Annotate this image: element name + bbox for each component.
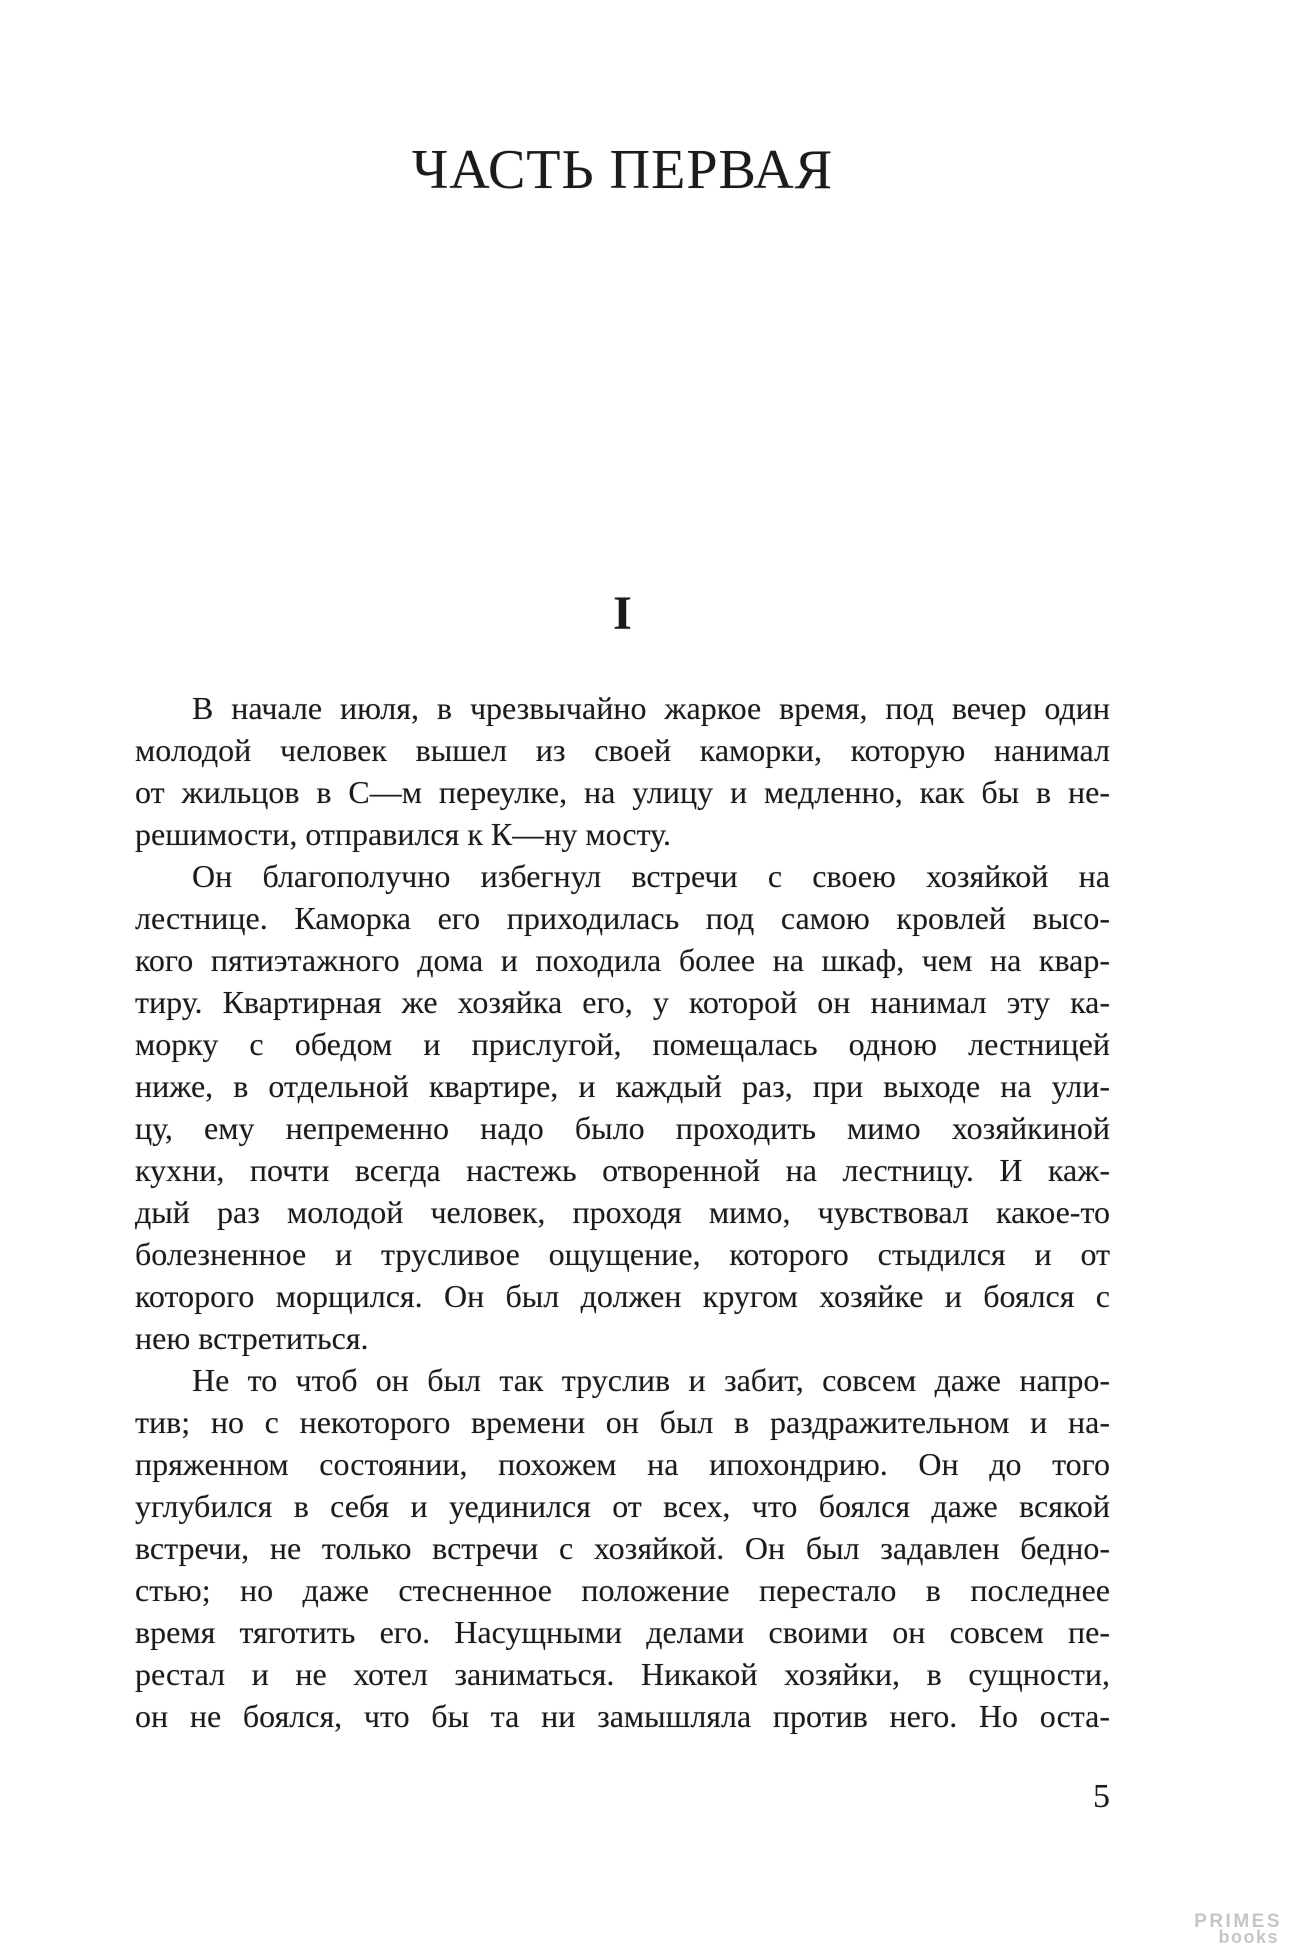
text-line: лестнице. Каморка его приходилась под самою кровлей высо- [135,900,1110,936]
text-line: от жильцов в С—м переулке, на улицу и медленно, как бы в не- [135,774,1110,810]
text-line: ниже, в отдельной квартире, и каждый раз, при выходе на ули- [135,1068,1110,1104]
text-line: стью; но даже стесненное положение перестало в последнее [135,1572,1110,1608]
text-line: кухни, почти всегда настежь отворенной на лестницу. И каж- [135,1152,1110,1188]
text-line: он не боялся, что бы та ни замышляла против него. Но оста- [135,1698,1110,1734]
text-line: время тяготить его. Насущными делами своими он совсем пе- [135,1614,1110,1650]
text-line: тиру. Квартирная же хозяйка его, у которой он нанимал эту ка- [135,984,1110,1020]
text-line: цу, ему непременно надо было проходить мимо хозяйкиной [135,1110,1110,1146]
part-title: ЧАСТЬ ПЕРВАЯ [411,139,834,201]
text-line: нею встретиться. [135,1320,369,1356]
publisher-watermark [1194,1912,1282,1946]
paragraph [135,1359,1110,1737]
text-line: углубился в себя и уединился от всех, что боялся даже всякой [135,1488,1110,1524]
text-line: пряженном состоянии, похожем на ипохондрию. Он до того [135,1446,1110,1482]
text-line: Не то чтоб он был так труслив и забит, совсем даже напро- [192,1362,1110,1398]
page-number: 5 [1093,1778,1110,1815]
paragraph [135,855,1110,1359]
text-line: дый раз молодой человек, проходя мимо, чувствовал какое-то [135,1194,1110,1230]
watermark-books-label: books [1218,1927,1279,1947]
watermark-primes-label: PRIMES [1194,1911,1282,1932]
text-line: решимости, отправился к К—ну мосту. [135,816,671,852]
text-line: Он благополучно избегнул встречи с своею хозяйкой на [192,858,1110,894]
text-line: кого пятиэтажного дома и походила более на шкаф, чем на квар- [135,942,1110,978]
paragraph [135,687,1110,855]
text-line: молодой человек вышел из своей каморки, которую нанимал [135,732,1110,768]
text-line: которого морщился. Он был должен кругом хозяйке и боялся с [135,1278,1110,1314]
chapter-number: I [613,587,632,640]
text-line: В начале июля, в чрезвычайно жаркое время, под вечер один [192,690,1110,726]
text-line: рестал и не хотел заниматься. Никакой хозяйки, в сущности, [135,1656,1110,1692]
body-text [135,687,1110,1737]
text-line: морку с обедом и прислугой, помещалась одною лестницей [135,1026,1110,1062]
text-line: встречи, не только встречи с хозяйкой. Он был задавлен бедно- [135,1530,1110,1566]
text-line: тив; но с некоторого времени он был в раздражительном и на- [135,1404,1110,1440]
text-line: болезненное и трусливое ощущение, которого стыдился и от [135,1236,1110,1272]
